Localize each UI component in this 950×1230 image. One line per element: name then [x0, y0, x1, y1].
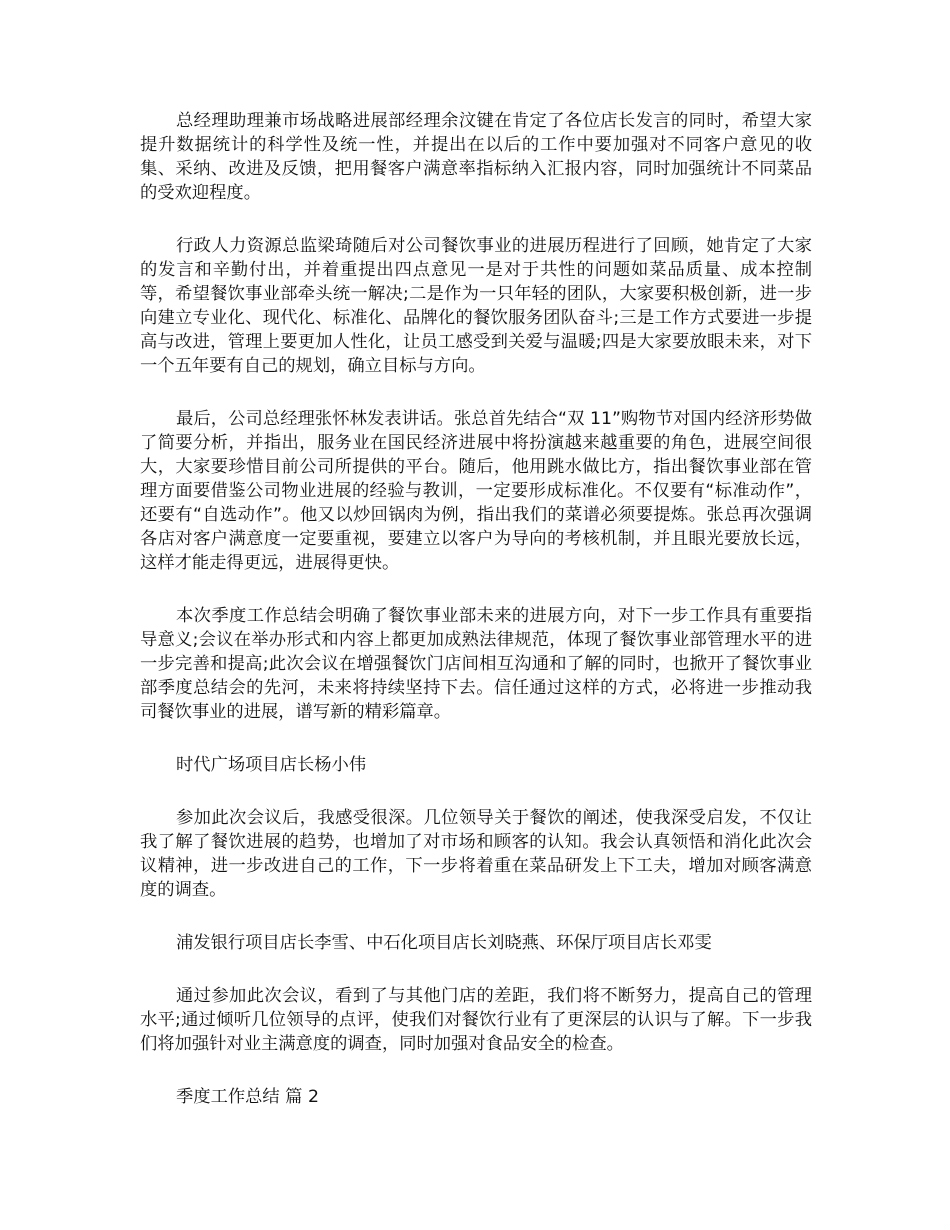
paragraph-general-manager: 最后，公司总经理张怀林发表讲话。张总首先结合“双 11”购物节对国内经济形势做了简要分析，并指出，服务业在国民经济进展中将扮演越来越重要的角色，进展空间很大，大家要珍惜目前公司所提供的平台。随后，他用跳水做比方，指出餐饮事业部在管理方面要借鉴公司物业进展的经验与教训，一定要形成标准化。不仅要有“标准动作”，还要有“自选动作”。他又以炒回锅肉为例，指出我们的菜谱必须要提炼。张总再次强调各店对客户满意度一定要重视，要建立以客户为导向的考核机制，并且眼光要放长远，这样才能走得更远，进展得更快。 [140, 409, 812, 573]
speaker-heading-1: 时代广场项目店长杨小伟 [176, 755, 367, 775]
document-body [140, 109, 812, 1138]
paragraph-meeting-summary: 本次季度工作总结会明确了餐饮事业部未来的进展方向，对下一步工作具有重要指导意义;会议在举办形式和内容上都更加成熟法律规范，体现了餐饮事业部管理水平的进一步完善和提高;此次会议在增强餐饮门店间相互沟通和了解的同时，也掀开了餐饮事业部季度总结会的先河，未来将持续坚持下去。信任通过这样的方式，必将进一步推动我司餐饮事业的进展，谱写新的精彩篇章。 [140, 606, 812, 722]
speaker-statement-2: 通过参加此次会议，看到了与其他门店的差距，我们将不断努力，提高自己的管理水平;通过倾听几位领导的点评，使我们对餐饮行业有了更深层的认识与了解。下一步我们将加强针对业主满意度的调查，同时加强对食品安全的检查。 [140, 986, 812, 1054]
section-title: 季度工作总结 篇 2 [176, 1087, 319, 1107]
speaker-heading-2: 浦发银行项目店长李雪、中石化项目店长刘晓燕、环保厅项目店长邓雯 [176, 933, 712, 953]
speaker-statement-1: 参加此次会议后，我感受很深。几位领导关于餐饮的阐述，使我深受启发，不仅让我了解了餐饮进展的趋势，也增加了对市场和顾客的认知。我会认真领悟和消化此次会议精神，进一步改进自己的工作，下一步将着重在菜品研发上下工夫，增加对顾客满意度的调查。 [140, 808, 812, 900]
paragraph-hr-director: 行政人力资源总监梁琦随后对公司餐饮事业的进展历程进行了回顾，她肯定了大家的发言和辛勤付出，并着重提出四点意见一是对于共性的问题如菜品质量、成本控制等，希望餐饮事业部牵头统一解决;二是作为一只年轻的团队，大家要积极创新，进一步向建立专业化、现代化、标准化、品牌化的餐饮服务团队奋斗;三是工作方式要进一步提高与改进，管理上要更加人性化，让员工感受到关爱与温暖;四是大家要放眼未来，对下一个五年要有自己的规划，确立目标与方向。 [140, 236, 812, 376]
paragraph-manager-assistant: 总经理助理兼市场战略进展部经理余汶键在肯定了各位店长发言的同时，希望大家提升数据统计的科学性及统一性，并提出在以后的工作中要加强对不同客户意见的收集、采纳、改进及反馈，把用餐客户满意率指标纳入汇报内容，同时加强统计不同菜品的受欢迎程度。 [140, 111, 812, 203]
